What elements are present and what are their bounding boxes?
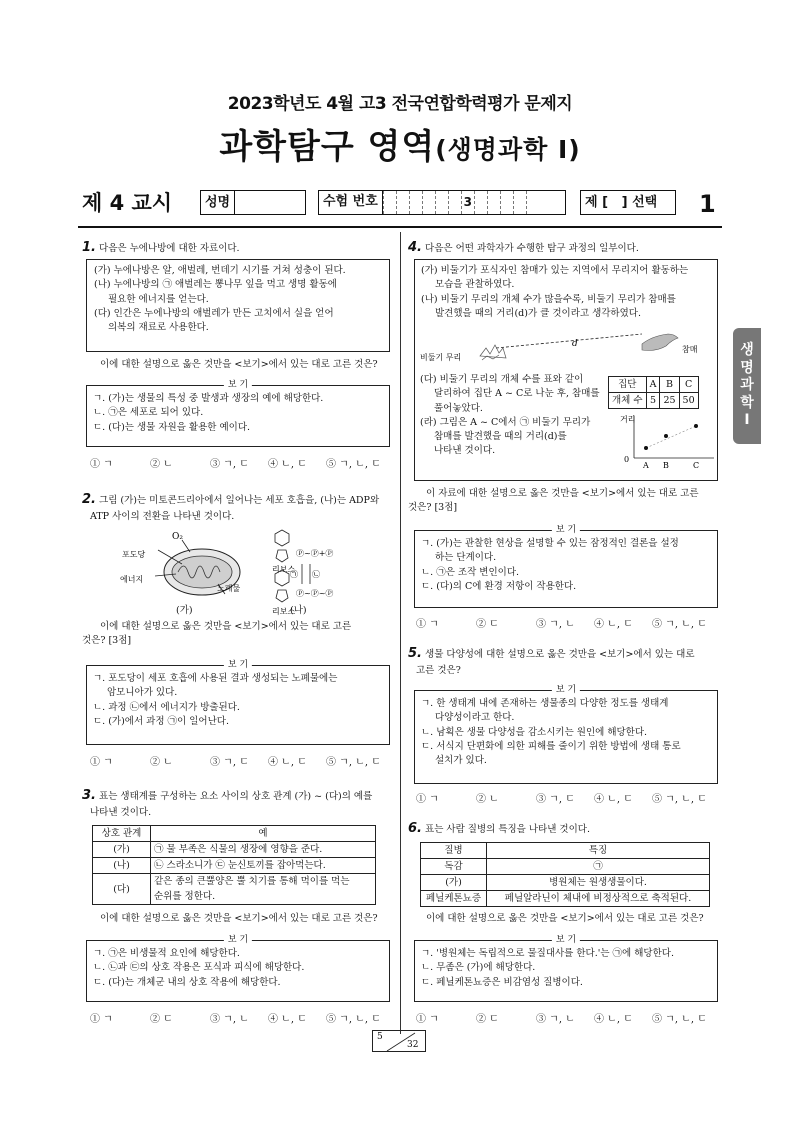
q1-line: 필요한 에너지를 얻는다. [108, 293, 209, 305]
choice-option[interactable]: ⑤ ㄱ, ㄴ, ㄷ [326, 459, 381, 470]
question-2-prompt: 이에 대한 설명으로 옳은 것만을 <보기>에서 있는 대로 고른 것은? [3점] [82, 621, 352, 647]
bogi-item: ㄷ. (가)에서 과정 ㉠이 일어난다. [93, 715, 229, 727]
question-2-stem [82, 490, 379, 524]
question-5-choices [416, 792, 722, 807]
question-4-data-box: (가) 비둘기가 포식자인 참매가 있는 지역에서 무리지어 활동하는 모습을 관찰하였다. (나) 비둘기 무리의 개체 수가 많을수록, 비둘기 무리가 참매를 발견했을 때의 거리(d)가 클 것이라고 생각하였다. [414, 259, 718, 481]
question-4-steps: (다) 비둘기 무리의 개체 수를 표와 같이 달리하여 집단 A ~ C로 나눈 후, 참매를 풀어놓았다. (라) 그림은 A ~ C에서 ㉠ 비둘기 무리가 참매를 발견했을 때의 거리(d)를 나타낸 것이다. [420, 374, 600, 457]
q1-line: (가) 누에나방은 알, 애벌레, 번데기 시기를 거쳐 성충이 된다. [94, 265, 346, 276]
bogi-title: 보 기 [552, 684, 580, 696]
exam-subtitle: 2023학년도 4월 고3 전국연합학력평가 문제지 [227, 94, 573, 114]
question-6-table [420, 842, 710, 907]
question-5-stem: 5. 생물 다양성에 대한 설명으로 옳은 것만을 <보기>에서 있는 대로 고른 것은? [408, 646, 695, 676]
bogi-item: ㄴ. 무좀은 (가)에 해당한다. [421, 962, 536, 974]
bogi-item: ㄴ. 과정 ㉡에서 에너지가 방출된다. [93, 701, 240, 713]
bogi-item: ㄷ. (다)의 C에 환경 저항이 작용한다. [421, 580, 577, 592]
question-3-choices [90, 1012, 396, 1027]
exam-title-sub: (생명과학 Ⅰ) [435, 135, 581, 164]
figure-label-na: (나) [290, 605, 307, 616]
exam-number-cells [383, 191, 539, 214]
choice-option[interactable]: ⑤ ㄱ, ㄴ, ㄷ [326, 1014, 381, 1025]
graph-x-label: C [693, 461, 700, 470]
question-2-text: 그림 (가)는 미토콘드리아에서 일어나는 세포 호흡을, (나)는 ADP와 [99, 495, 380, 506]
table-row: 독감 ㉠ [421, 859, 710, 875]
page-current: 5 [377, 1032, 383, 1042]
bogi-item: ㄴ. 남획은 생물 다양성을 감소시키는 원인에 해당한다. [421, 726, 648, 738]
choice-option[interactable]: ④ ㄴ, ㄷ [268, 757, 307, 768]
question-3-stem: 3. 표는 생태계를 구성하는 요소 사이의 상호 관계 (가) ~ (다)의 예를 나타낸 것이다. [82, 788, 373, 818]
table-row: 페닐케톤뇨증 페닐알라닌이 체내에 비정상적으로 축적된다. [421, 891, 710, 907]
choice-option[interactable]: ② ㄷ [476, 1014, 499, 1025]
bogi-item: ㄱ. (가)는 생물의 특성 중 발생과 생장의 예에 해당한다. [93, 393, 324, 404]
question-2-number: 2. [82, 492, 96, 507]
bogi-item: 하는 단계이다. [435, 552, 497, 564]
bogi-item: 다양성이라고 한다. [435, 712, 515, 724]
choice-option[interactable]: ② ㄷ [476, 619, 499, 630]
label-waste: 노폐물 [217, 584, 241, 593]
choice-option[interactable]: ③ ㄱ, ㄷ [536, 794, 575, 805]
table-row: (가) 병원체는 원생생물이다. [421, 875, 710, 891]
bogi-item: ㄱ. 한 생태계 내에 존재하는 생물종의 다양한 정도를 생태계 [421, 698, 669, 709]
question-4-bogi-box [414, 525, 718, 608]
choice-option[interactable]: ④ ㄴ, ㄷ [594, 794, 633, 805]
choice-option[interactable]: ① ㄱ [416, 794, 439, 805]
page-total: 32 [407, 1040, 419, 1050]
page-indicator [372, 1030, 426, 1052]
choice-option[interactable]: ② ㄴ [150, 757, 173, 768]
table-header: 예 [151, 826, 376, 842]
table-row: (가) ㉠ 물 부족은 식물의 생장에 영향을 준다. [93, 842, 376, 858]
label-pigeon: 비둘기 무리 [420, 353, 462, 362]
question-2-bogi-box [86, 660, 390, 745]
question-4-pigeon-figure [420, 330, 710, 370]
table-header: 특징 [487, 843, 710, 859]
choice-option[interactable]: ④ ㄴ, ㄷ [268, 1014, 307, 1025]
choice-option[interactable]: ⑤ ㄱ, ㄴ, ㄷ [326, 757, 381, 768]
graph-origin: 0 [624, 455, 630, 464]
graph-x-label: B [663, 461, 669, 470]
label-adp-phosphates: Ⓟ~Ⓟ+Ⓟ [296, 549, 334, 558]
choice-option[interactable]: ③ ㄱ, ㄷ [210, 459, 249, 470]
bogi-title: 보 기 [224, 659, 252, 671]
question-6-bogi-box [414, 935, 718, 1002]
question-4-choices [416, 617, 722, 632]
exam-title [0, 122, 800, 173]
bogi-title: 보 기 [224, 379, 252, 391]
question-6-number: 6. [408, 821, 422, 836]
question-3-number: 3. [82, 788, 96, 803]
choice-option[interactable]: ③ ㄱ, ㄷ [210, 757, 249, 768]
bogi-item: ㄷ. 서식지 단편화에 의한 피해를 줄이기 위한 방법에 생태 통로 [421, 740, 681, 752]
bogi-item: ㄴ. ㉡과 ㉢의 상호 작용은 포식과 피식에 해당한다. [93, 962, 305, 974]
bogi-item: ㄷ. 페닐케톤뇨증은 비감염성 질병이다. [421, 976, 583, 988]
exam-number-digit: 3 [461, 191, 474, 214]
label-distance-d: d [572, 339, 578, 349]
graph-point-b [664, 434, 668, 438]
choice-option[interactable]: ④ ㄴ, ㄷ [268, 459, 307, 470]
figure-label-ga: (가) [176, 605, 193, 616]
bogi-item: ㄱ. (가)는 관찰한 현상을 설명할 수 있는 잠정적인 결론을 설정 [421, 538, 679, 549]
question-6-stem: 6. 표는 사람 질병의 특징을 나타낸 것이다. [408, 821, 590, 836]
bogi-title: 보 기 [552, 934, 580, 946]
question-4-stem: 4. 다음은 어떤 과학자가 수행한 탐구 과정의 일부이다. [408, 240, 639, 255]
label-ribose-1: 리보스 [272, 565, 296, 574]
page-number: 1 [699, 190, 716, 218]
choice-option[interactable]: ④ ㄴ, ㄷ [594, 1014, 633, 1025]
bogi-item: 암모니아가 있다. [107, 687, 178, 699]
choice-option[interactable]: ① ㄱ [90, 757, 113, 768]
bogi-item: ㄴ. ㉠은 조작 변인이다. [421, 566, 520, 578]
choice-option[interactable]: ① ㄱ [90, 459, 113, 470]
bogi-item: ㄱ. '병원체는 독립적으로 물질대사를 한다.'는 ㉠에 해당한다. [421, 948, 674, 959]
question-5-bogi-box [414, 685, 718, 784]
choice-option[interactable]: ② ㄷ [150, 1014, 173, 1025]
question-5-number: 5. [408, 646, 422, 661]
question-1-text: 다음은 누에나방에 대한 자료이다. [99, 243, 240, 254]
choice-option[interactable]: ③ ㄱ, ㄴ [536, 1014, 575, 1025]
table-row: (나) ㉡ 스라소니가 ㉢ 눈신토끼를 잡아먹는다. [93, 858, 376, 874]
label-energy: 에너지 [120, 575, 144, 584]
choice-option[interactable]: ⑤ ㄱ, ㄴ, ㄷ [652, 794, 707, 805]
bogi-item: 설치가 있다. [435, 755, 487, 766]
bogi-item: ㄷ. (다)는 생물 자원을 활용한 예이다. [93, 421, 251, 433]
column-divider [400, 232, 401, 1034]
choice-option[interactable]: ① ㄱ [90, 1014, 113, 1025]
choice-option[interactable]: ③ ㄱ, ㄴ [210, 1014, 249, 1025]
period-label: 제 4 교시 [82, 191, 173, 215]
graph-point-c [694, 424, 698, 428]
label-ribose-2: 리보스 [272, 607, 296, 616]
exam-title-main: 과학탐구 영역 [219, 127, 436, 167]
graph-point-a [644, 446, 648, 450]
label-hawk: 참매 [682, 345, 698, 354]
question-3-prompt: 이에 대한 설명으로 옳은 것만을 <보기>에서 있는 대로 고른 것은? [100, 913, 378, 924]
question-1-number: 1. [82, 240, 96, 255]
choice-option[interactable]: ② ㄴ [476, 794, 499, 805]
bogi-item: ㄱ. ㉠은 비생물적 요인에 해당한다. [93, 948, 240, 959]
question-3-bogi-box [86, 935, 390, 1002]
choice-option[interactable]: ② ㄴ [150, 459, 173, 470]
question-2-figure [120, 528, 370, 618]
question-6-prompt: 이에 대한 설명으로 옳은 것만을 <보기>에서 있는 대로 고른 것은? [426, 913, 704, 924]
bogi-item: ㄱ. 포도당이 세포 호흡에 사용된 결과 생성되는 노폐물에는 [93, 673, 338, 684]
choice-option[interactable]: ① ㄱ [416, 619, 439, 630]
choice-option[interactable]: ① ㄱ [416, 1014, 439, 1025]
question-3-table [92, 825, 376, 905]
exam-number-field[interactable] [318, 190, 566, 215]
choice-field[interactable] [580, 190, 676, 215]
graph-y-label: 거리 [620, 415, 636, 424]
bogi-title: 보 기 [552, 524, 580, 536]
question-1-data-box [86, 259, 390, 352]
bogi-item: ㄴ. ㉠은 세포로 되어 있다. [93, 407, 204, 419]
label-atp-phosphates: Ⓟ~Ⓟ~Ⓟ [296, 589, 334, 598]
q1-line: (다) 인간은 누에나방의 애벌레가 만든 고치에서 실을 얻어 [94, 307, 334, 319]
question-4-graph [620, 412, 716, 472]
table-row: (다) 같은 종의 큰뿔양은 뿔 치기를 통해 먹이를 먹는 순위를 정한다. [93, 874, 376, 905]
choice-label: 제 [ ] 선택 [585, 194, 658, 210]
label-o2: O₂ [172, 532, 183, 542]
subject-side-tab: 생 명 과 학 Ⅰ [733, 328, 761, 444]
question-2-choices [90, 755, 396, 770]
question-4-number: 4. [408, 240, 422, 255]
label-glucose: 포도당 [122, 550, 146, 559]
question-6-choices [416, 1012, 722, 1027]
graph-x-label: A [643, 461, 649, 470]
name-label: 성명 [205, 194, 231, 210]
choice-option[interactable]: ⑤ ㄱ, ㄴ, ㄷ [652, 619, 707, 630]
q1-line: 의복의 재료로 사용한다. [108, 322, 209, 333]
question-1-prompt: 이에 대한 설명으로 옳은 것만을 <보기>에서 있는 대로 고른 것은? [100, 359, 378, 370]
exam-number-label: 수험 번호 [319, 191, 383, 214]
question-4-table: 집단 A B C 개체 수 5 25 50 [608, 376, 699, 409]
header-divider [78, 226, 722, 228]
hawk-icon [642, 334, 678, 351]
question-1-stem [82, 238, 240, 258]
table-header: 질병 [421, 843, 487, 859]
choice-option[interactable]: ④ ㄴ, ㄷ [594, 619, 633, 630]
choice-option[interactable]: ③ ㄱ, ㄴ [536, 619, 575, 630]
choice-option[interactable]: ⑤ ㄱ, ㄴ, ㄷ [652, 1014, 707, 1025]
name-field[interactable] [200, 190, 306, 215]
q1-line: (나) 누에나방의 ㉠ 애벌레는 뽕나무 잎을 먹고 생명 활동에 [94, 279, 337, 291]
question-4-prompt: 이 자료에 대한 설명으로 옳은 것만을 <보기>에서 있는 대로 고른 것은? [3점] [408, 488, 699, 514]
table-header: 상호 관계 [93, 826, 151, 842]
bogi-item: ㄷ. (다)는 개체군 내의 상호 작용에 해당한다. [93, 976, 281, 988]
label-process-1: ㉠ [290, 570, 298, 579]
bogi-title: 보 기 [224, 934, 252, 946]
question-1-bogi-box [86, 380, 390, 447]
question-2-text: ATP 사이의 전환을 나타낸 것이다. [90, 510, 235, 522]
label-process-2: ㉡ [312, 570, 320, 579]
question-1-choices [90, 457, 396, 472]
